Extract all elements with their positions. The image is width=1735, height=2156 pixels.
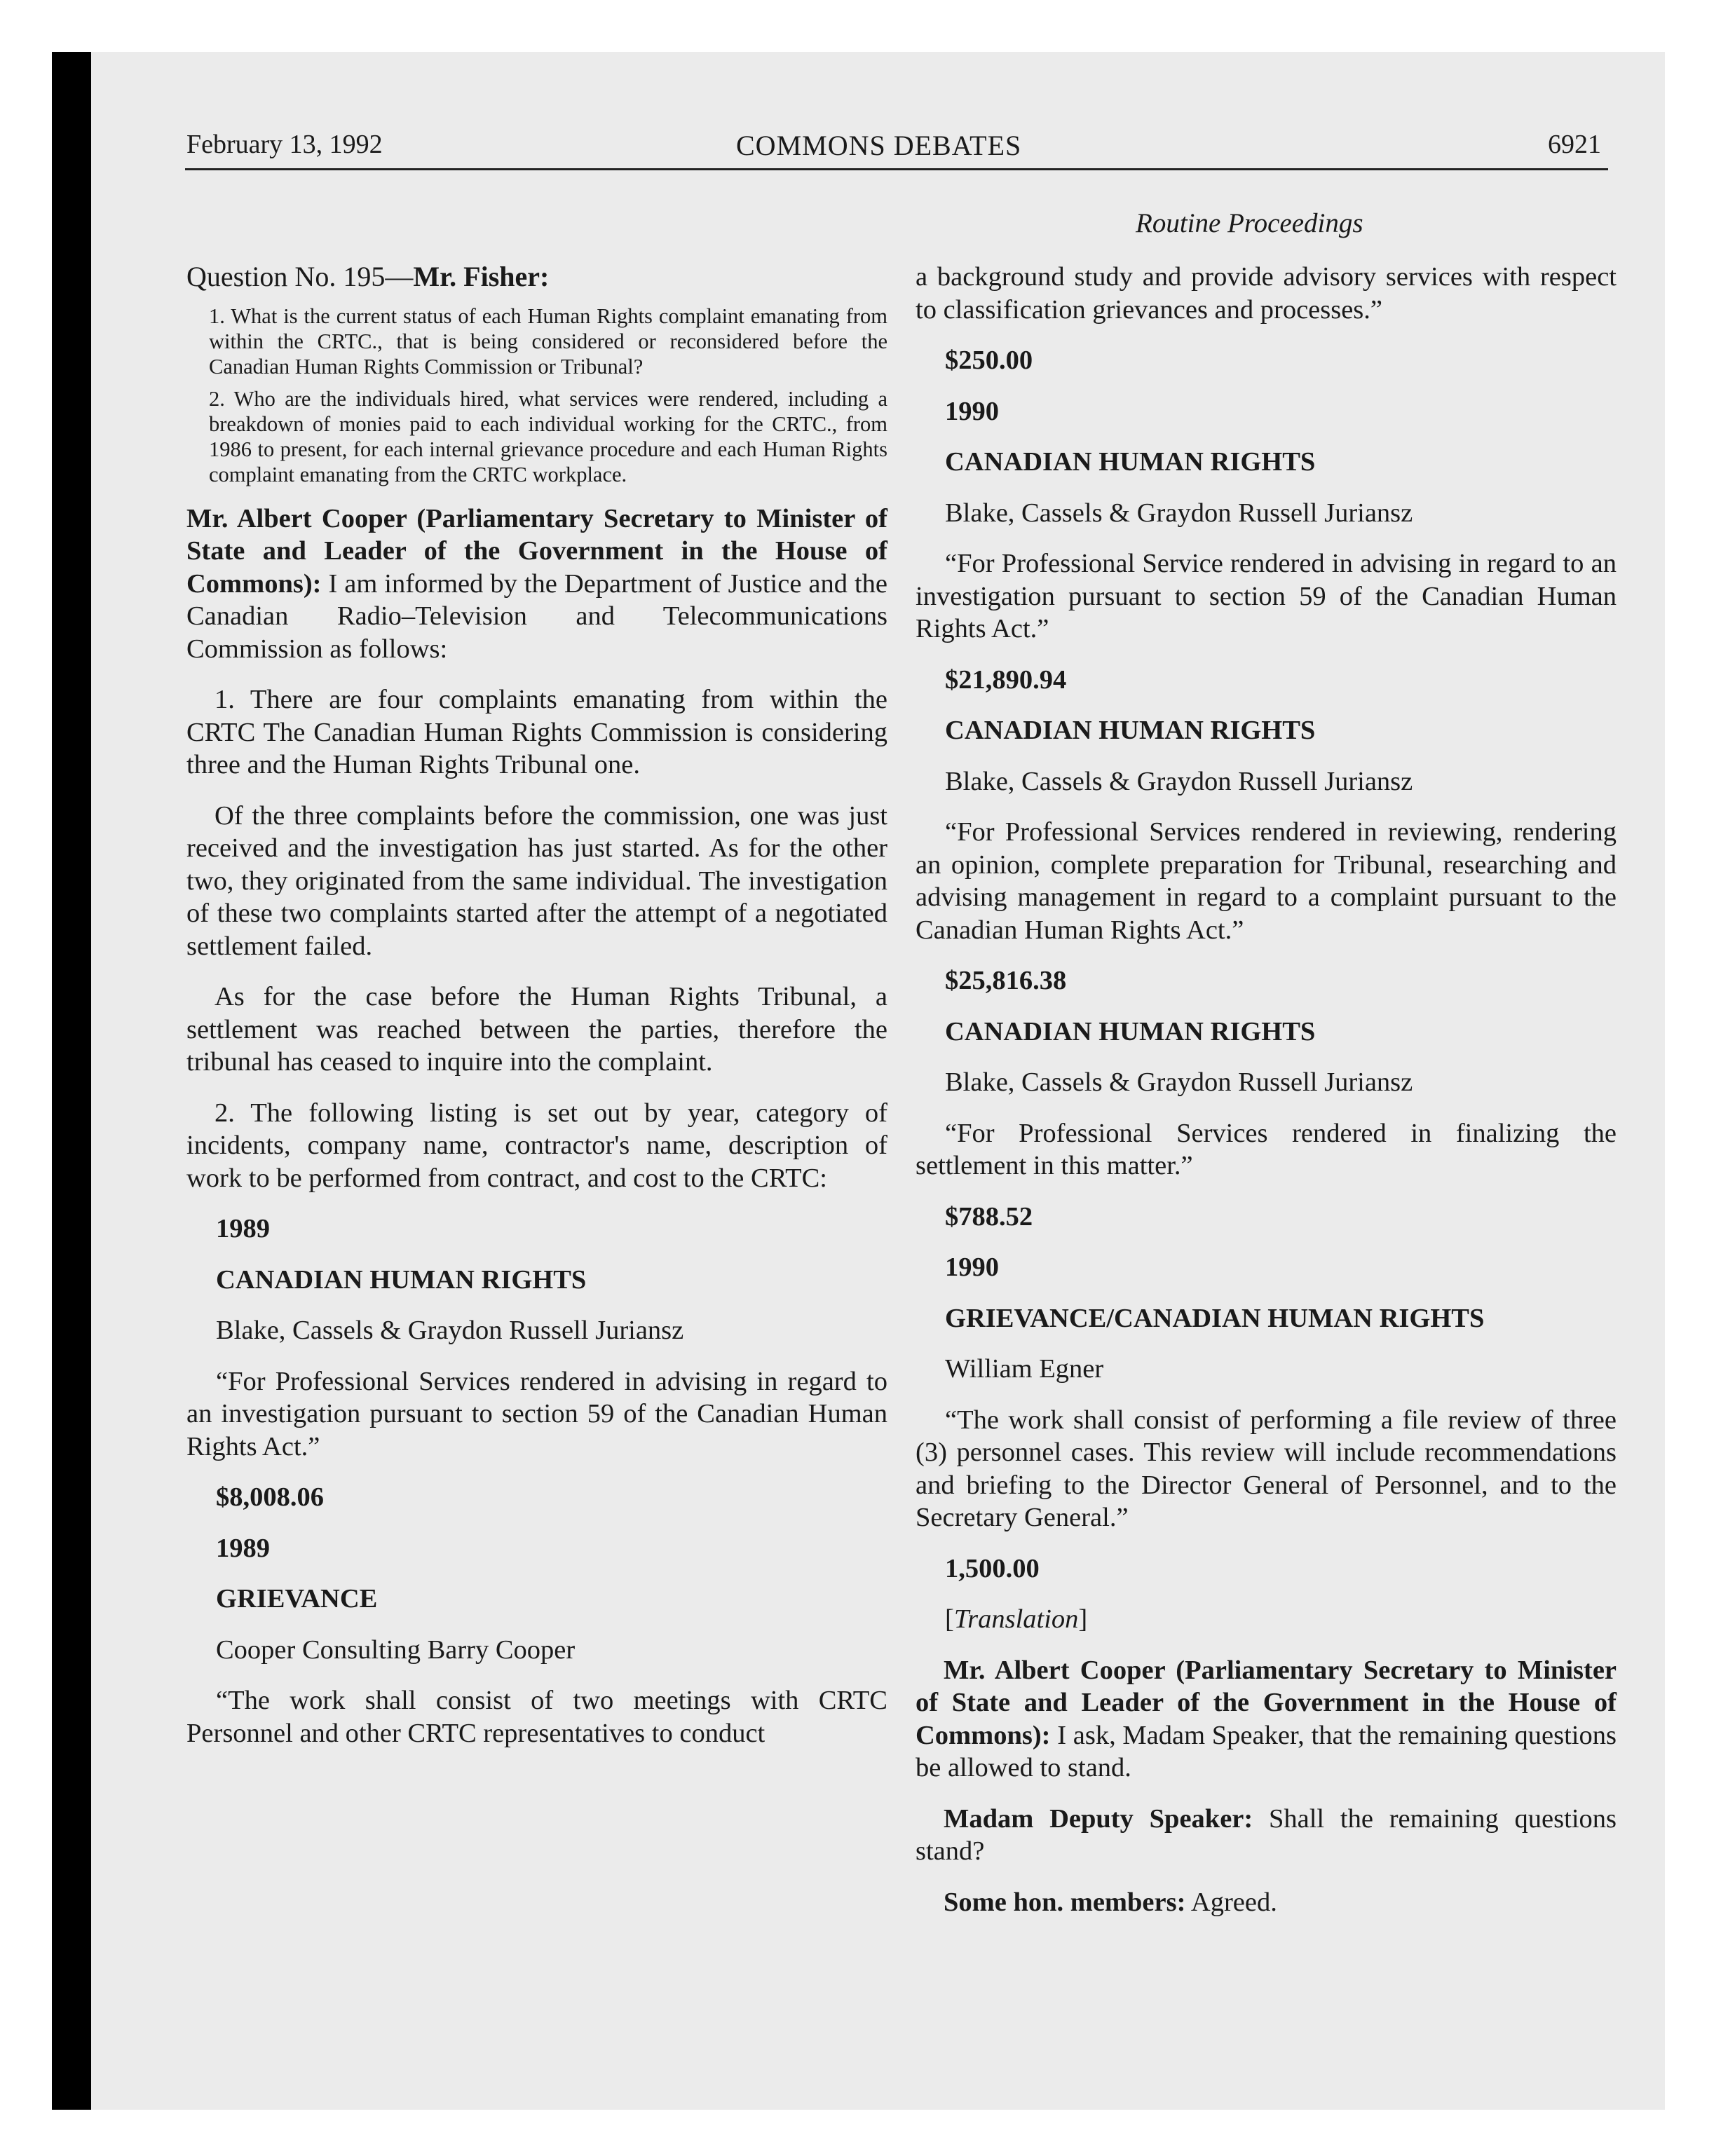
question-label: Question No. 195— xyxy=(186,261,414,292)
speaker-text: Shall the remaining questions stand? xyxy=(916,1803,1617,1866)
answer-paragraph-4: 2. The following listing is set out by year, category of incidents, company name, contractor's name, description of work to be performed from contract, and cost to the CRTC: xyxy=(186,1098,887,1193)
entry-cost: $21,890.94 xyxy=(945,664,1067,695)
header-date: February 13, 1992 xyxy=(186,130,383,159)
speaker-text: Agreed. xyxy=(1185,1887,1277,1917)
entry-category: CANADIAN HUMAN RIGHTS xyxy=(945,716,1316,745)
question-heading xyxy=(186,261,887,294)
entry-description: “For Professional Services rendered in finalizing the settlement in this matter.” xyxy=(916,1118,1617,1180)
entry-cost: $788.52 xyxy=(945,1201,1033,1231)
right-column xyxy=(916,261,1617,1937)
entry-category: GRIEVANCE xyxy=(216,1584,378,1613)
speaker-paragraph xyxy=(186,503,887,666)
entry-description-continued: a background study and provide advisory services with respect to classification grievances and processes.” xyxy=(916,262,1617,325)
translation-note: [Translation] xyxy=(945,1604,1088,1634)
section-header: Routine Proceedings xyxy=(1136,208,1363,238)
entry-year: 1989 xyxy=(216,1533,270,1563)
entry-year: 1990 xyxy=(945,1253,999,1282)
speaker-paragraph xyxy=(916,1803,1617,1868)
entry-company: Cooper Consulting Barry Cooper xyxy=(216,1635,576,1665)
scan-black-edge xyxy=(52,52,91,2110)
entry-category: CANADIAN HUMAN RIGHTS xyxy=(945,1016,1316,1046)
entry-category: CANADIAN HUMAN RIGHTS xyxy=(945,447,1316,477)
answer-paragraph-1: 1. There are four complaints emanating from within the CRTC The Canadian Human Rights Commission is considering three and the Human Rights Tribunal one. xyxy=(186,685,887,779)
entry-description: “For Professional Service rendered in advising in regard to an investigation pursuant to section 59 of the Canadian Human Rights Act.” xyxy=(916,549,1617,643)
question-item-1: 1. What is the current status of each Human Rights complaint emanating from within the CRTC., that is being considered or reconsidered before the Canadian Human Rights Commission or Tribunal? xyxy=(209,303,887,378)
question-item-2: 2. Who are the individuals hired, what services were rendered, including a breakdown of monies paid to each individual working for the CRTC., from 1986 to present, for each internal grievance procedure and each Human Rights complaint emanating from the CRTC workplace. xyxy=(209,386,887,486)
entry-description: “The work shall consist of two meetings with CRTC Personnel and other CRTC representatives to conduct xyxy=(186,1686,887,1748)
entry-category: CANADIAN HUMAN RIGHTS xyxy=(216,1264,587,1295)
header-rule xyxy=(185,168,1608,170)
entry-company: William Egner xyxy=(945,1354,1104,1384)
entry-company: Blake, Cassels & Graydon Russell Juriansz xyxy=(945,766,1413,796)
entry-description: “For Professional Services rendered in reviewing, rendering an opinion, complete preparation for Tribunal, researching and advising management in regard to a complaint pursuant to the Canadian Human Rights Act.” xyxy=(916,817,1617,945)
entry-category: GRIEVANCE/CANADIAN HUMAN RIGHTS xyxy=(945,1303,1485,1333)
entry-company: Blake, Cassels & Graydon Russell Juriansz xyxy=(945,498,1413,528)
speaker-paragraph xyxy=(916,1886,1617,1919)
speaker-name: Mr. Albert Cooper (Parliamentary Secretary to Minister of State and Leader of the Government in the House of Commons): xyxy=(916,1655,1617,1750)
question-asker: Mr. Fisher: xyxy=(413,261,550,292)
header-title: COMMONS DEBATES xyxy=(736,130,1022,161)
speaker-name: Madam Deputy Speaker: xyxy=(944,1803,1253,1834)
speaker-name: Mr. Albert Cooper (Parliamentary Secretary to Minister of State and Leader of the Government in the House of Commons): xyxy=(186,503,887,599)
answer-paragraph-2: Of the three complaints before the commission, one was just received and the investigation has just started. As for the other two, they originated from the same individual. The investigation of these two complaints started after the attempt of a negotiated settlement failed. xyxy=(186,800,887,961)
left-column xyxy=(186,261,887,1749)
speaker-paragraph xyxy=(916,1654,1617,1785)
speaker-name: Some hon. members: xyxy=(944,1887,1186,1917)
entry-cost: $8,008.06 xyxy=(216,1482,324,1512)
entry-company: Blake, Cassels & Graydon Russell Juriansz xyxy=(945,1067,1413,1097)
header-page-number: 6921 xyxy=(1548,130,1601,159)
entry-cost: $25,816.38 xyxy=(945,966,1067,995)
entry-year: 1989 xyxy=(216,1214,270,1243)
speaker-text: I ask, Madam Speaker, that the remaining questions be allowed to stand. xyxy=(916,1720,1617,1782)
entry-cost: $250.00 xyxy=(945,346,1033,375)
entry-cost: 1,500.00 xyxy=(945,1553,1040,1583)
speaker-text: I am informed by the Department of Justice and the Canadian Radio–Television and Telecommunications Commission as follows: xyxy=(186,568,887,664)
entry-description: “For Professional Services rendered in advising in regard to an investigation pursuant to section 59 of the Canadian Human Rights Act.” xyxy=(186,1366,887,1461)
entry-description: “The work shall consist of performing a file review of three (3) personnel cases. This review will include recommendations and briefing to the Director General of Personnel, and to the Secretary General.” xyxy=(916,1405,1617,1532)
entry-year: 1990 xyxy=(945,396,999,426)
answer-paragraph-3: As for the case before the Human Rights Tribunal, a settlement was reached between the parties, therefore the tribunal has ceased to inquire into the complaint. xyxy=(186,982,887,1077)
entry-company: Blake, Cassels & Graydon Russell Juriansz xyxy=(216,1316,684,1345)
